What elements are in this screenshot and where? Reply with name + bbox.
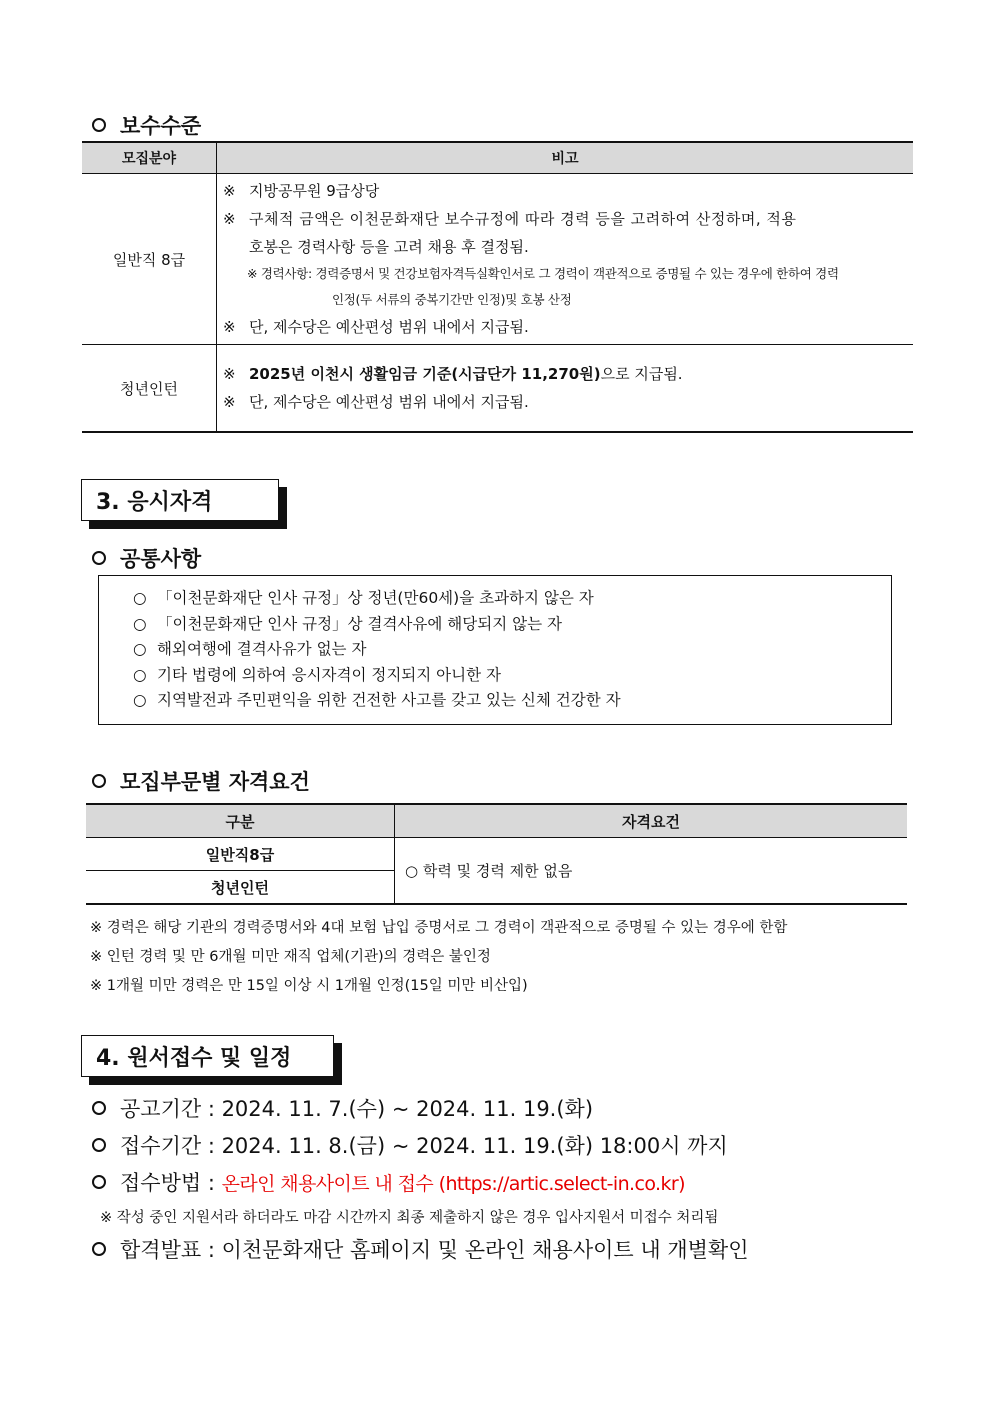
qualification-table: [86, 803, 907, 905]
circle-bullet-icon: [92, 1175, 106, 1189]
circle-bullet-icon: [92, 118, 106, 132]
application-link[interactable]: 온라인 채용사이트 내 접수 (https://artic.select-in.co.kr): [221, 1172, 685, 1195]
receive-method: 접수방법 : 온라인 채용사이트 내 접수 (https://artic.select-in.co.kr): [92, 1167, 685, 1197]
circle-bullet-icon: [92, 1242, 106, 1256]
table-row: [86, 838, 907, 871]
qualification-note: ※ 인턴 경력 및 만 6개월 미만 재직 업체(기관)의 경력은 불인정: [90, 949, 491, 965]
circle-bullet-icon: [92, 551, 106, 565]
result-announcement: 합격발표 : 이천문화재단 홈페이지 및 온라인 채용사이트 내 개별확인: [92, 1234, 748, 1264]
pay-heading: 보수수준: [92, 110, 201, 140]
table-row: [82, 345, 913, 433]
field-cell: 청년인턴: [82, 345, 217, 433]
circle-bullet-icon: [92, 1101, 106, 1115]
table-header: 모집분야: [82, 142, 217, 174]
circle-bullet-icon: [92, 1138, 106, 1152]
common-heading: 공통사항: [92, 543, 201, 573]
pay-table: [82, 141, 913, 433]
circle-bullet-icon: [92, 774, 106, 788]
list-item: ○ 지역발전과 주민편익을 위한 건전한 사고를 갖고 있는 신체 건강한 자: [133, 691, 621, 709]
requirement-cell: ○ 학력 및 경력 제한 없음: [395, 838, 908, 905]
section-title-3: 3. 응시자격: [81, 479, 279, 521]
note-cell: ※ 2025년 이천시 생활임금 기준(시급단가 11,270원)으로 지급됨. ※ 단, 제수당은 예산편성 범위 내에서 지급됨.: [217, 345, 914, 433]
category-cell: 일반직8급: [86, 838, 395, 871]
note-cell: ※ 지방공무원 9급상당 ※ 구체적 금액은 이천문화재단 보수규정에 따라 경력 등을 고려하여 산정하며, 적용 호봉은 경력사항 등을 고려 채용 후 결정됨. ※ 경력사항: 경력증명서 및 건강보험자격득실확인서로 그 경력이 객관적으로 증명될 수 있는 경우에 한하여 경력 인정(두 서류의 중복기간만 인정)및 호봉 산정 ※ 단, 제수당은 예산편성 범위 내에서 지급됨.: [217, 174, 914, 345]
table-header: 구분: [86, 804, 395, 838]
common-requirements-box: [98, 575, 892, 725]
table-header: 자격요건: [395, 804, 908, 838]
qualification-note: ※ 1개월 미만 경력은 만 15일 이상 시 1개월 인정(15일 미만 비산입): [90, 978, 528, 994]
table-row: [82, 174, 913, 345]
list-item: ○ 「이천문화재단 인사 규정」상 정년(만60세)을 초과하지 않은 자: [133, 589, 594, 607]
announce-period: 공고기간 : 2024. 11. 7.(수) ~ 2024. 11. 19.(화): [92, 1093, 593, 1123]
category-cell: 청년인턴: [86, 871, 395, 905]
qualification-heading: 모집부문별 자격요건: [92, 766, 310, 796]
receive-period: 접수기간 : 2024. 11. 8.(금) ~ 2024. 11. 19.(화) 18:00시 까지: [92, 1130, 728, 1160]
section-title-4: 4. 원서접수 및 일정: [81, 1035, 334, 1077]
table-header: 비고: [217, 142, 914, 174]
qualification-note: ※ 경력은 해당 기관의 경력증명서와 4대 보험 납입 증명서로 그 경력이 객관적으로 증명될 수 있는 경우에 한함: [90, 920, 788, 936]
list-item: ○ 기타 법령에 의하여 응시자격이 정지되지 아니한 자: [133, 665, 501, 684]
field-cell: 일반직 8급: [82, 174, 217, 345]
list-item: ○ 해외여행에 결격사유가 없는 자: [133, 640, 367, 658]
method-note: ※ 작성 중인 지원서라 하더라도 마감 시간까지 최종 제출하지 않은 경우 입사지원서 미접수 처리됨: [100, 1210, 719, 1226]
list-item: ○ 「이천문화재단 인사 규정」상 결격사유에 해당되지 않는 자: [133, 614, 562, 633]
